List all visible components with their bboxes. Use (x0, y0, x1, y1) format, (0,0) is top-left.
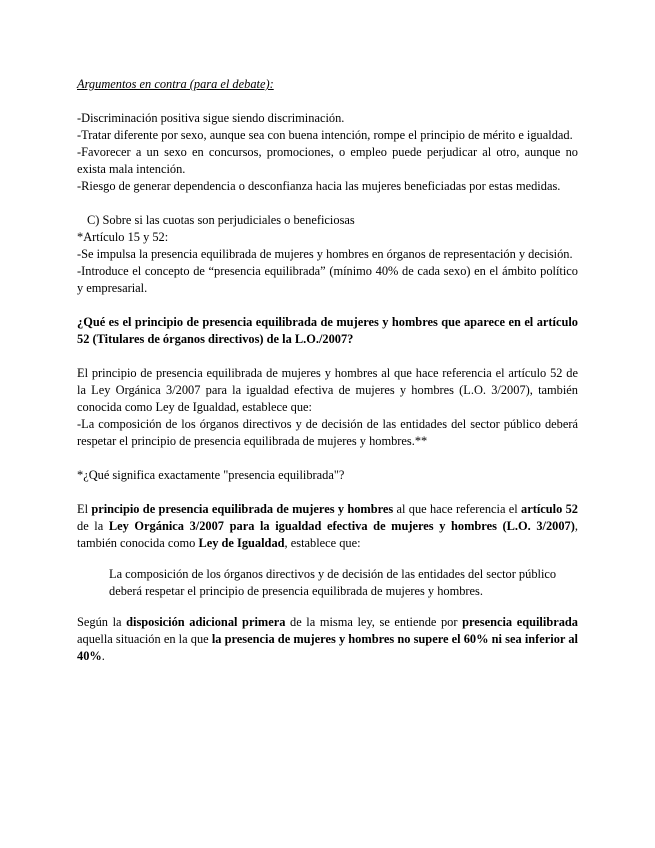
answer-3-bold-1: disposición adicional primera (126, 615, 286, 629)
against-item-3: -Favorecer a un sexo en concursos, promociones, o empleo puede perjudicar al otro, aunque no exista mala intención. (77, 145, 578, 176)
answer-3-text-4: . (101, 649, 105, 663)
answer-2-text-2: al que hace referencia el (393, 502, 521, 516)
document-body (77, 76, 578, 665)
question-heading: ¿Qué es el principio de presencia equilibrada de mujeres y hombres que aparece en el artículo 52 (Titulares de órganos directivos) de la L.O./2007? (77, 315, 578, 346)
answer-3-bold-3: la presencia de mujeres y hombres no supere el 60% ni sea inferior al 40% (77, 632, 578, 663)
answer-2-bold-1: principio de presencia equilibrada de mujeres y hombres (91, 502, 394, 516)
answer-2-text-3: de la (77, 519, 109, 533)
against-heading: Argumentos en contra (para el debate): (77, 77, 274, 91)
against-item-2: -Tratar diferente por sexo, aunque sea con buena intención, rompe el principio de mérito e igualdad. (77, 128, 573, 142)
answer-2-paragraph (77, 501, 578, 552)
answer-1-intro: El principio de presencia equilibrada de mujeres y hombres al que hace referencia el artículo 52 de la Ley Orgánica 3/2007 para la igualdad efectiva de mujeres y hombres (L.O. 3/2007), también conocida como Ley de Igualdad, establece que: (77, 366, 578, 414)
articles-reference: *Artículo 15 y 52: (77, 230, 169, 244)
answer-1-quote: -La composición de los órganos directivos y de decisión de las entidades del sector público deberá respetar el principio de presencia equilibrada de mujeres y hombres.** (77, 417, 578, 448)
answer-2-bold-4: Ley de Igualdad (198, 536, 285, 550)
answer-2-text-1: El (77, 502, 92, 516)
answer-3-paragraph (77, 614, 578, 665)
answer-2-text-4: , también conocida como (77, 519, 578, 550)
against-item-1: -Discriminación positiva sigue siendo discriminación. (77, 111, 345, 125)
answer-2-text-5: , establece que: (284, 536, 361, 550)
against-item-4: -Riesgo de generar dependencia o desconfianza hacia las mujeres beneficiadas por estas medidas. (77, 179, 561, 193)
section-c-title: C) Sobre si las cuotas son perjudiciales o beneficiosas (87, 213, 355, 227)
answer-3-text-2: de la misma ley, se entiende por (285, 615, 463, 629)
sub-question: *¿Qué significa exactamente "presencia equilibrada"? (77, 468, 345, 482)
answer-2-blockquote: La composición de los órganos directivos y de decisión de las entidades del sector público deberá respetar el principio de presencia equilibrada de mujeres y hombres. (109, 567, 557, 598)
answer-2-bold-3: Ley Orgánica 3/2007 para la igualdad efectiva de mujeres y hombres (L.O. 3/2007) (108, 519, 575, 533)
section-c-item-2: -Introduce el concepto de “presencia equilibrada” (mínimo 40% de cada sexo) en el ámbito político y empresarial. (77, 264, 578, 295)
section-c-item-1: -Se impulsa la presencia equilibrada de mujeres y hombres en órganos de representación y decisión. (77, 247, 573, 261)
answer-3-text-3: aquella situación en la que (77, 632, 212, 646)
answer-3-text-1: Según la (77, 615, 127, 629)
answer-2-bold-2: artículo 52 (521, 502, 578, 516)
answer-3-bold-2: presencia equilibrada (462, 615, 578, 629)
